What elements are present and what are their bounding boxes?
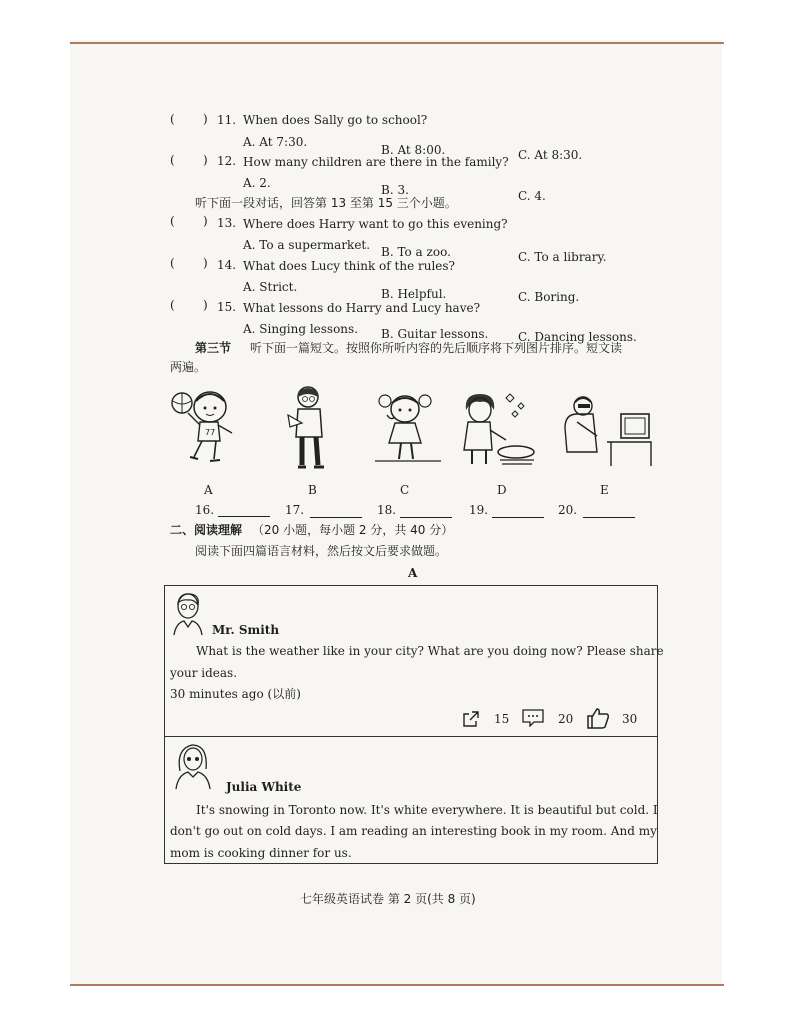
order-item-20: 20. [558,503,578,517]
reading-instruction: 阅读下面四篇语言材料，然后按文后要求做题。 [195,544,448,558]
answer-paren-close: ) [203,256,208,270]
like-count: 30 [622,712,638,726]
answer-blank-16[interactable] [218,516,270,517]
section-instruction: 听下面一篇短文。按照你所听内容的先后顺序将下列图片排序。短文读 [250,341,623,355]
question-text: How many children are there in the family? [243,155,509,169]
question-text: What lessons do Harry and Lucy have? [243,301,481,315]
mr-smith-avatar [172,591,206,641]
question-number: 12. [217,154,237,168]
svg-text:77: 77 [205,428,216,437]
option-c: C. 4. [518,189,546,203]
answer-paren-close: ) [203,112,208,126]
picture-label-a: A [204,483,213,497]
share-icon[interactable] [462,710,480,732]
option-b: B. To a zoo. [381,245,451,259]
question-text: What does Lucy think of the rules? [243,259,455,273]
option-b: B. Helpful. [381,287,447,301]
reply-author: Julia White [226,780,302,794]
section-label: 第三节 [195,341,232,355]
option-b: B. Guitar lessons. [381,327,489,341]
picture-label-d: D [497,483,507,497]
question-number: 15. [217,300,237,314]
order-item-17: 17. [285,503,305,517]
paper-top-edge [70,42,724,44]
question-text: When does Sally go to school? [243,113,428,127]
answer-blank-20[interactable] [583,517,635,518]
option-a: A. Strict. [243,280,298,294]
option-a: A. At 7:30. [243,135,308,149]
option-a: A. To a supermarket. [243,238,371,252]
order-item-18: 18. [377,503,397,517]
option-c: C. At 8:30. [518,148,583,162]
post-time: 30 minutes ago (以前) [170,687,301,701]
answer-paren-close: ) [203,298,208,312]
post-text-line2: your ideas. [170,666,238,680]
picture-label-e: E [600,483,609,497]
question-number: 11. [217,113,237,127]
part-heading: 二、阅读理解 [170,523,243,537]
reply-text-line2: don't go out on cold days. I am reading an interesting book in my room. And my [170,824,657,838]
listening-instruction: 听下面一段对话，回答第 13 至第 15 三个小题。 [195,196,457,210]
picture-c-girl-phone [373,385,443,467]
answer-paren-open: ( [170,112,175,126]
option-b: B. 3. [381,183,409,197]
option-a: A. Singing lessons. [243,322,359,336]
option-c: C. Boring. [518,290,580,304]
post-author: Mr. Smith [212,623,280,637]
answer-paren-open: ( [170,153,175,167]
answer-paren-open: ( [170,298,175,312]
picture-label-b: B [308,483,317,497]
picture-b-boy-reading [282,383,342,471]
question-text: Where does Harry want to go this evening? [243,217,508,231]
comment-count: 20 [558,712,574,726]
picture-label-c: C [400,483,410,497]
forum-reply [164,736,658,864]
answer-paren-close: ) [203,153,208,167]
option-a: A. 2. [243,176,271,190]
paper-bottom-edge [70,984,724,986]
question-number: 14. [217,258,237,272]
section-instruction-cont: 两遍。 [170,360,207,374]
option-c: C. Dancing lessons. [518,330,637,344]
passage-label: A [408,566,418,580]
reply-text-line3: mom is cooking dinner for us. [170,846,352,860]
thumbs-up-icon[interactable] [586,706,610,734]
question-number: 13. [217,216,237,230]
julia-white-avatar [174,741,214,795]
share-count: 15 [494,712,510,726]
part-heading-note: （20 小题，每小题 2 分，共 40 分） [252,523,454,537]
page-footer: 七年级英语试卷 第 2 页(共 8 页) [300,892,476,906]
answer-paren-open: ( [170,256,175,270]
reply-text-line1: It's snowing in Toronto now. It's white everywhere. It is beautiful but cold. I [196,803,658,817]
answer-paren-close: ) [203,214,208,228]
picture-e-boy-tv [563,392,653,468]
comment-icon[interactable] [522,709,544,731]
option-c: C. To a library. [518,250,607,264]
order-item-16: 16. [195,503,215,517]
picture-a-basketball-girl [170,383,250,468]
forum-post [164,585,658,739]
post-text-line1: What is the weather like in your city? What are you doing now? Please share [196,644,664,658]
answer-blank-19[interactable] [492,517,544,518]
order-item-19: 19. [469,503,489,517]
picture-d-mom-cooking [458,390,543,472]
answer-blank-17[interactable] [310,517,362,518]
answer-blank-18[interactable] [400,517,452,518]
answer-paren-open: ( [170,214,175,228]
option-b: B. At 8:00. [381,143,446,157]
